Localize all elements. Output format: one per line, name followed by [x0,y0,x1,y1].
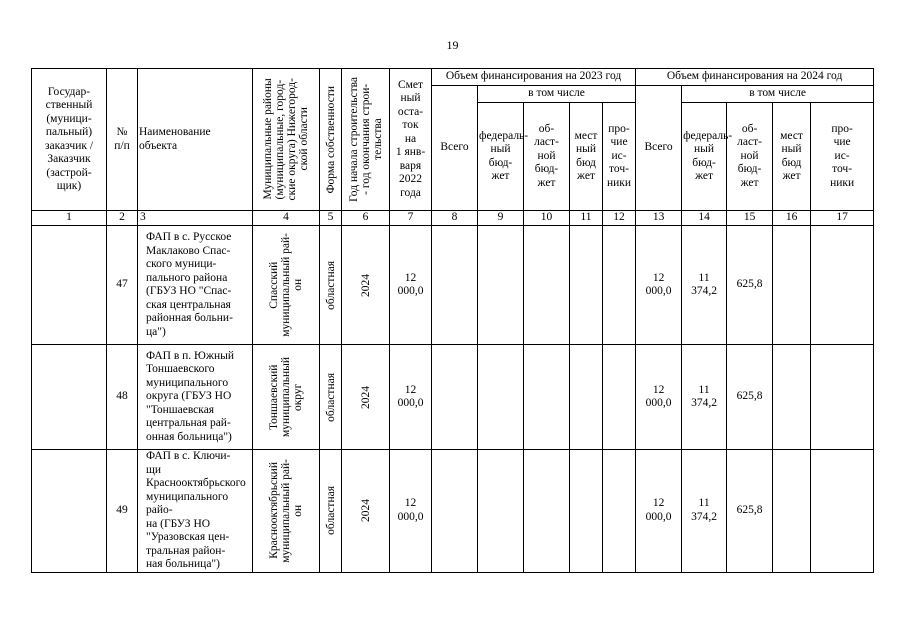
row-total-2024: 12 000,0 [636,450,682,573]
row-total-2023 [432,226,478,345]
row-object-name: ФАП в с. Ключи- щи Краснооктябрьского муниципального райо- на (ГБУЗ НО "Уразовская цен- тральная район- ная больница") [138,450,253,573]
col-number: 17 [811,211,874,226]
row-total-2023 [432,450,478,573]
row-customer [32,345,107,450]
header-federal-2023: федераль- ный бюд- жет [478,103,524,211]
row-regional-2024: 625,8 [727,226,773,345]
header-local-2024: мест ный бюд жет [773,103,811,211]
col-number: 4 [253,211,320,226]
row-total-2024: 12 000,0 [636,345,682,450]
row-federal-2023 [478,226,524,345]
header-regional-2024: об- ласт- ной бюд- жет [727,103,773,211]
row-year: 2024 [342,226,390,345]
header-including-2024: в том числе [682,86,874,103]
row-object-name: ФАП в с. Русское Маклаково Спас- ского муници- пального района (ГБУЗ НО "Спас- ская центральная районная больни- ца") [138,226,253,345]
row-num: 47 [107,226,138,345]
row-district: Тоншаевский муниципальный округ [253,345,320,450]
row-federal-2024: 11 374,2 [682,345,727,450]
col-number: 14 [682,211,727,226]
col-number: 10 [524,211,570,226]
header-local-2023: мест ный бюд жет [570,103,603,211]
row-local-2024 [773,226,811,345]
row-district: Краснооктябрьский муниципальный рай- он [253,450,320,573]
row-local-2023 [570,226,603,345]
row-district: Спасский муниципальный рай- он [253,226,320,345]
row-total-2023 [432,345,478,450]
row-year: 2024 [342,345,390,450]
row-local-2023 [570,450,603,573]
header-estimate: Смет ный оста- ток на 1 янв- варя 2022 года [390,69,432,211]
row-regional-2023 [524,345,570,450]
col-number: 15 [727,211,773,226]
row-local-2023 [570,345,603,450]
header-row-1 [32,69,874,86]
col-number: 6 [342,211,390,226]
header-other-2024: про- чие ис- точ- ники [811,103,874,211]
header-ownership: Форма собственности [320,69,342,211]
row-object-name: ФАП в п. Южный Тоншаевского муниципального округа (ГБУЗ НО "Тоншаевская центральная рай- онная больница") [138,345,253,450]
col-number: 1 [32,211,107,226]
header-districts: Муниципальные районы (муниципальные, город- ские округа) Нижегород- ской области [253,69,320,211]
header-regional-2023: об- ласт- ной бюд- жет [524,103,570,211]
col-number: 7 [390,211,432,226]
row-estimate: 12 000,0 [390,345,432,450]
row-federal-2023 [478,345,524,450]
row-other-2024 [811,226,874,345]
header-total-2023: Всего [432,86,478,211]
col-number: 11 [570,211,603,226]
col-number: 8 [432,211,478,226]
header-including-2023: в том числе [478,86,636,103]
row-estimate: 12 000,0 [390,450,432,573]
row-other-2023 [603,226,636,345]
col-number: 16 [773,211,811,226]
row-ownership: областная [320,345,342,450]
row-regional-2023 [524,450,570,573]
row-local-2024 [773,345,811,450]
row-other-2023 [603,345,636,450]
row-federal-2024: 11 374,2 [682,450,727,573]
row-year: 2024 [342,450,390,573]
table-row [32,345,874,450]
col-number: 3 [138,211,253,226]
table-row [32,226,874,345]
row-regional-2023 [524,226,570,345]
col-number: 13 [636,211,682,226]
row-ownership: областная [320,226,342,345]
col-number: 9 [478,211,524,226]
row-other-2024 [811,345,874,450]
column-numbers-row [32,211,874,226]
row-regional-2024: 625,8 [727,345,773,450]
table-row [32,450,874,573]
col-number: 12 [603,211,636,226]
header-federal-2024: федераль- ный бюд- жет [682,103,727,211]
header-fin-2024: Объем финансирования на 2024 год [636,69,874,86]
row-num: 49 [107,450,138,573]
header-other-2023: про- чие ис- точ- ники [603,103,636,211]
header-years: Год начала строительства - год окончания строи- тельства [342,69,390,211]
header-fin-2023: Объем финансирования на 2023 год [432,69,636,86]
page-number: 19 [446,38,459,52]
col-number: 2 [107,211,138,226]
row-ownership: областная [320,450,342,573]
header-total-2024: Всего [636,86,682,211]
col-number: 5 [320,211,342,226]
row-total-2024: 12 000,0 [636,226,682,345]
row-other-2023 [603,450,636,573]
row-federal-2024: 11 374,2 [682,226,727,345]
header-num: № п/п [107,69,138,211]
row-num: 48 [107,345,138,450]
row-customer [32,226,107,345]
header-customer: Государ- ственный (муници- пальный) заказчик / Заказчик (застрой- щик) [32,69,107,211]
row-other-2024 [811,450,874,573]
financing-table [31,68,874,573]
row-estimate: 12 000,0 [390,226,432,345]
header-object-name: Наименование объекта [138,69,253,211]
row-local-2024 [773,450,811,573]
row-regional-2024: 625,8 [727,450,773,573]
row-federal-2023 [478,450,524,573]
row-customer [32,450,107,573]
